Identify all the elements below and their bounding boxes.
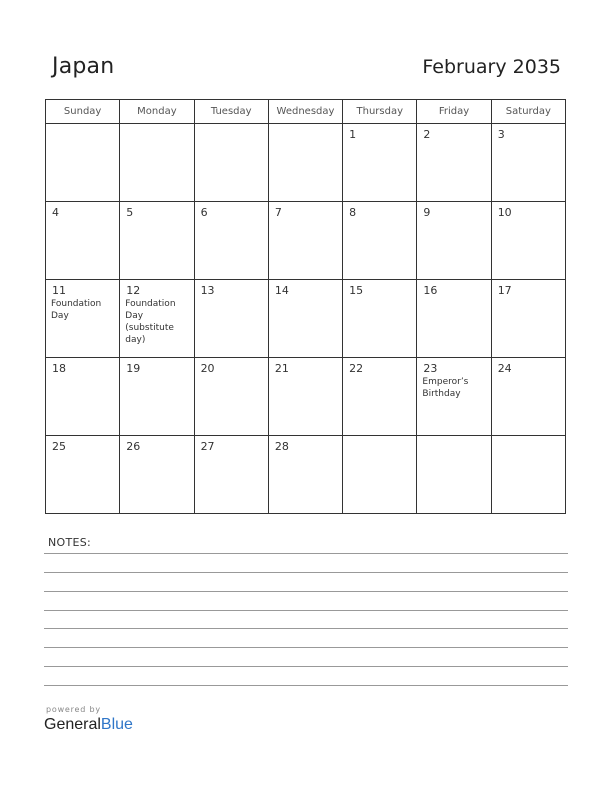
day-number: 27 bbox=[200, 440, 215, 453]
holiday-label bbox=[269, 375, 342, 376]
holiday-label bbox=[417, 141, 490, 142]
holiday-label bbox=[120, 375, 193, 376]
day-number: 3 bbox=[497, 128, 505, 141]
day-number: 10 bbox=[497, 206, 512, 219]
holiday-label bbox=[195, 128, 268, 129]
day-cell bbox=[120, 202, 194, 280]
weekday-header: Saturday bbox=[491, 100, 565, 124]
day-number: 1 bbox=[349, 128, 357, 141]
week-row bbox=[46, 202, 566, 280]
holiday-label bbox=[343, 297, 416, 298]
holiday-label bbox=[492, 375, 565, 376]
day-number: 16 bbox=[423, 284, 438, 297]
weekday-header: Tuesday bbox=[194, 100, 268, 124]
holiday-label bbox=[269, 219, 342, 220]
day-number: 17 bbox=[497, 284, 512, 297]
holiday-label bbox=[46, 219, 119, 220]
weekday-header: Wednesday bbox=[268, 100, 342, 124]
day-cell bbox=[46, 358, 120, 436]
day-number: 4 bbox=[52, 206, 59, 219]
holiday-label bbox=[492, 141, 565, 142]
day-cell bbox=[120, 436, 194, 514]
day-cell bbox=[46, 124, 120, 202]
day-cell bbox=[194, 358, 268, 436]
holiday-label bbox=[195, 219, 268, 220]
holiday-label bbox=[492, 440, 565, 441]
holiday-label bbox=[417, 219, 490, 220]
day-number: 26 bbox=[126, 440, 141, 453]
holiday-label bbox=[195, 375, 268, 376]
day-number: 22 bbox=[349, 362, 364, 375]
month-year-title: February 2035 bbox=[422, 56, 561, 78]
holiday-label: Foundation Day bbox=[51, 299, 102, 321]
week-row bbox=[46, 436, 566, 514]
day-cell bbox=[491, 124, 565, 202]
holiday-label bbox=[269, 297, 342, 298]
day-cell bbox=[417, 436, 491, 514]
weekday-header-row bbox=[46, 100, 566, 124]
holiday-label bbox=[120, 453, 193, 454]
day-number: 15 bbox=[349, 284, 364, 297]
day-cell bbox=[417, 202, 491, 280]
week-row bbox=[46, 124, 566, 202]
day-number: 18 bbox=[52, 362, 66, 375]
day-cell bbox=[268, 358, 342, 436]
holiday-label bbox=[195, 453, 268, 454]
day-number: 2 bbox=[423, 128, 431, 141]
brand-name-part1: General bbox=[44, 716, 101, 733]
weekday-header: Friday bbox=[417, 100, 491, 124]
day-cell bbox=[194, 280, 268, 358]
day-cell bbox=[120, 124, 194, 202]
day-number: 24 bbox=[497, 362, 512, 375]
day-cell bbox=[46, 202, 120, 280]
day-cell bbox=[417, 124, 491, 202]
holiday-label bbox=[492, 297, 565, 298]
day-number: 13 bbox=[200, 284, 215, 297]
day-number: 28 bbox=[274, 440, 289, 453]
week-row bbox=[46, 358, 566, 436]
holiday-label bbox=[417, 297, 490, 298]
day-cell bbox=[343, 202, 417, 280]
day-cell bbox=[268, 124, 342, 202]
country-title: Japan bbox=[52, 54, 115, 79]
holiday-label bbox=[195, 297, 268, 298]
day-cell bbox=[46, 436, 120, 514]
day-cell bbox=[491, 202, 565, 280]
holiday-label bbox=[46, 375, 119, 376]
day-number: 21 bbox=[274, 362, 289, 375]
weekday-header: Sunday bbox=[46, 100, 120, 124]
day-number: 5 bbox=[126, 206, 134, 219]
day-cell bbox=[491, 436, 565, 514]
day-cell bbox=[491, 280, 565, 358]
day-number: 20 bbox=[200, 362, 215, 375]
notes-label: NOTES: bbox=[48, 536, 92, 549]
holiday-label: Emperor’s Birthday bbox=[422, 377, 469, 399]
holiday-label bbox=[269, 128, 342, 129]
holiday-label bbox=[343, 219, 416, 220]
note-line bbox=[44, 685, 568, 686]
holiday-label bbox=[417, 440, 490, 441]
day-number: 12 bbox=[126, 284, 141, 297]
day-cell bbox=[194, 202, 268, 280]
day-cell bbox=[343, 436, 417, 514]
day-number: 8 bbox=[349, 206, 357, 219]
day-cell bbox=[194, 436, 268, 514]
day-cell bbox=[268, 280, 342, 358]
day-number: 14 bbox=[274, 284, 289, 297]
weekday-header: Thursday bbox=[343, 100, 417, 124]
calendar-grid bbox=[45, 99, 566, 514]
day-cell bbox=[417, 358, 491, 436]
holiday-label bbox=[120, 128, 193, 129]
holiday-label bbox=[492, 219, 565, 220]
day-number: 6 bbox=[200, 206, 208, 219]
day-number: 11 bbox=[52, 284, 66, 297]
note-line bbox=[44, 553, 568, 554]
day-cell bbox=[491, 358, 565, 436]
week-row bbox=[46, 280, 566, 358]
holiday-label bbox=[269, 453, 342, 454]
day-cell bbox=[120, 280, 194, 358]
day-cell bbox=[120, 358, 194, 436]
day-cell bbox=[268, 202, 342, 280]
note-line bbox=[44, 572, 568, 573]
day-cell bbox=[343, 358, 417, 436]
note-line bbox=[44, 591, 568, 592]
holiday-label bbox=[343, 440, 416, 441]
day-cell bbox=[268, 436, 342, 514]
day-cell bbox=[194, 124, 268, 202]
powered-by-label: powered by bbox=[46, 705, 101, 714]
note-line bbox=[44, 610, 568, 611]
holiday-label: Foundation Day (substitute day) bbox=[125, 299, 176, 345]
holiday-label bbox=[46, 453, 119, 454]
day-cell bbox=[343, 280, 417, 358]
note-line bbox=[44, 666, 568, 667]
day-cell bbox=[46, 280, 120, 358]
day-number: 9 bbox=[423, 206, 431, 219]
brand-logo bbox=[44, 716, 133, 734]
day-number: 23 bbox=[423, 362, 438, 375]
weekday-header: Monday bbox=[120, 100, 194, 124]
holiday-label bbox=[343, 141, 416, 142]
brand-name-part2: Blue bbox=[100, 716, 133, 733]
holiday-label bbox=[120, 219, 193, 220]
day-number: 25 bbox=[52, 440, 66, 453]
day-number: 7 bbox=[274, 206, 282, 219]
holiday-label bbox=[46, 128, 119, 129]
holiday-label bbox=[343, 375, 416, 376]
day-number: 19 bbox=[126, 362, 141, 375]
day-cell bbox=[343, 124, 417, 202]
note-line bbox=[44, 628, 568, 629]
day-cell bbox=[417, 280, 491, 358]
note-line bbox=[44, 647, 568, 648]
